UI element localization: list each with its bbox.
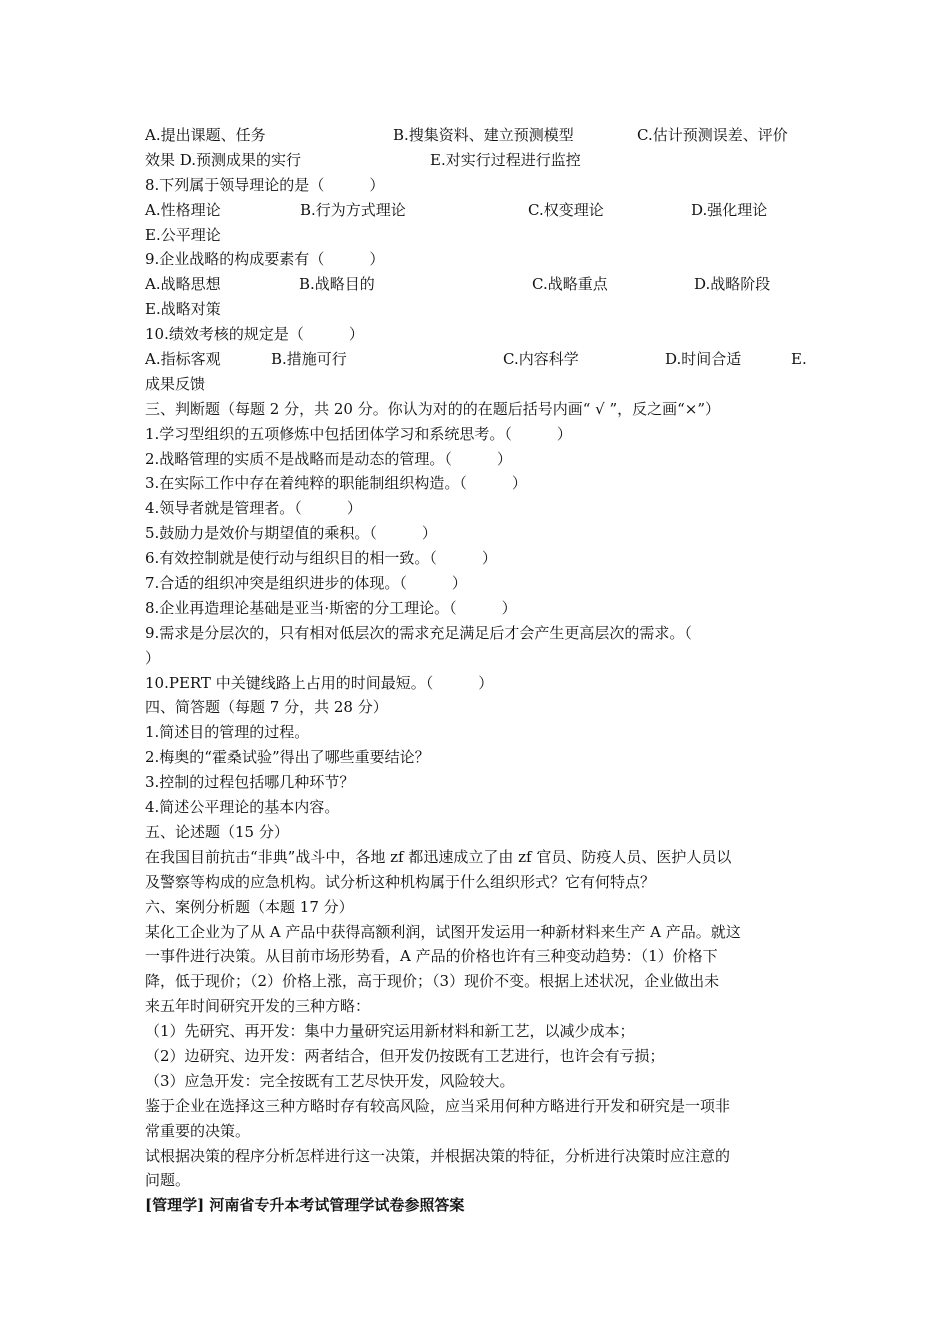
q9-option-e: E.战略对策	[145, 300, 221, 319]
short-answer-2: 2.梅奥的“霍桑试验”得出了哪些重要结论？	[145, 748, 430, 767]
short-answer-4: 4.简述公平理论的基本内容。	[145, 798, 340, 817]
q8-option-e: E.公平理论	[145, 225, 221, 244]
section3-heading: 三、判断题（每题 2 分，共 20 分。你认为对的的在题后括号内画“ √ ”，反之画“×”）	[145, 399, 721, 418]
judge-item-2: 2.战略管理的实质不是战略而是动态的管理。（ ）	[145, 449, 512, 468]
case-line-8: 鉴于企业在选择这三种方略时存有较高风险，应当采用何种方略进行开发和研究是一项非	[145, 1096, 731, 1115]
case-line-6: （2）边研究、边开发：两者结合，但开发仍按既有工艺进行，也许会有亏损；	[145, 1046, 665, 1065]
case-line-7: （3）应急开发：完全按既有工艺尽快开发，风险较大。	[145, 1071, 515, 1090]
case-line-2: 一事件进行决策。从目前市场形势看，A 产品的价格也许有三种变动趋势：（1）价格下	[145, 947, 718, 966]
q8-stem: 8.下列属于领导理论的是（ ）	[145, 175, 385, 194]
judge-item-9: 9.需求是分层次的，只有相对低层次的需求充足满足后才会产生更高层次的需求。（	[145, 623, 692, 642]
q7-option-a: A.提出课题、任务	[145, 126, 266, 144]
q9-option-d: D.战略阶段	[694, 275, 771, 294]
q7-option-e: E.对实行过程进行监控	[430, 150, 581, 169]
judge-item-1: 1.学习型组织的五项修炼中包括团体学习和系统思考。（ ）	[145, 424, 572, 443]
short-answer-1: 1.简述目的管理的过程。	[145, 723, 310, 742]
q7-options-row-2	[145, 148, 807, 173]
q9-option-b: B.战略目的	[299, 275, 375, 294]
q10-options-row	[145, 347, 807, 372]
q10-option-e-label: E.	[791, 350, 807, 369]
q10-option-c: C.内容科学	[503, 350, 579, 369]
q8-option-d: D.强化理论	[691, 200, 768, 219]
q9-option-a: A.战略思想	[145, 275, 221, 294]
judge-item-4: 4.领导者就是管理者。（ ）	[145, 499, 362, 518]
answer-title: [管理学] 河南省专升本考试管理学试卷参照答案	[145, 1196, 465, 1215]
q8-option-c: C.权变理论	[528, 200, 604, 219]
judge-item-3: 3.在实际工作中存在着纯粹的职能制组织构造。（ ）	[145, 474, 527, 493]
judge-item-8: 8.企业再造理论基础是亚当·斯密的分工理论。（ ）	[145, 598, 517, 617]
q7-options-row-1	[145, 123, 807, 148]
short-answer-3: 3.控制的过程包括哪几种环节？	[145, 773, 355, 792]
case-line-1: 某化工企业为了从 A 产品中获得高额利润，试图开发运用一种新材料来生产 A 产品。就这	[145, 922, 741, 941]
q9-options-row	[145, 272, 807, 297]
q10-option-b: B.措施可行	[271, 350, 347, 369]
case-line-5: （1）先研究、再开发：集中力量研究运用新材料和新工艺，以减少成本；	[145, 1022, 635, 1041]
q7-option-d: 效果 D.预测成果的实行	[145, 150, 302, 169]
q7-option-b: B.搜集资料、建立预测模型	[393, 126, 574, 144]
section4-heading: 四、简答题（每题 7 分，共 28 分）	[145, 698, 388, 717]
case-line-9: 常重要的决策。	[145, 1121, 251, 1140]
case-line-4: 来五年时间研究开发的三种方略：	[145, 997, 371, 1016]
q7-option-c: C.估计预测误差、评价	[637, 126, 788, 144]
q8-option-b: B.行为方式理论	[300, 200, 406, 219]
q8-options-row	[145, 198, 807, 223]
judge-item-5: 5.鼓励力是效价与期望值的乘积。（ ）	[145, 524, 437, 543]
q9-stem: 9.企业战略的构成要素有（ ）	[145, 250, 385, 269]
judge-item-10: 10.PERT 中关键线路上占用的时间最短。（ ）	[145, 673, 494, 692]
case-line-11: 问题。	[145, 1171, 191, 1190]
judge-item-6: 6.有效控制就是使行动与组织目的相一致。（ ）	[145, 549, 497, 568]
q10-option-e-text: 成果反馈	[145, 374, 206, 393]
q8-option-a: A.性格理论	[145, 200, 221, 219]
judge-item-9-close: ）	[145, 648, 161, 667]
section5-heading: 五、论述题（15 分）	[145, 822, 289, 841]
section6-heading: 六、案例分析题（本题 17 分）	[145, 897, 354, 916]
essay-line-1: 在我国目前抗击“非典”战斗中，各地 zf 都迅速成立了由 zf 官员、防疫人员、医护人员以	[145, 847, 732, 866]
document-page	[145, 123, 807, 1218]
judge-item-7: 7.合适的组织冲突是组织进步的体现。（ ）	[145, 574, 467, 593]
case-line-10: 试根据决策的程序分析怎样进行这一决策，并根据决策的特征，分析进行决策时应注意的	[145, 1146, 731, 1165]
q10-option-d: D.时间合适	[665, 350, 742, 369]
essay-line-2: 及警察等构成的应急机构。试分析这种机构属于什么组织形式？它有何特点？	[145, 872, 656, 891]
q10-stem: 10.绩效考核的规定是（ ）	[145, 325, 364, 344]
q9-option-c: C.战略重点	[532, 275, 608, 294]
case-line-3: 降，低于现价；（2）价格上涨，高于现价；（3）现价不变。根据上述状况，企业做出未	[145, 972, 720, 991]
q10-option-a: A.指标客观	[145, 350, 221, 369]
